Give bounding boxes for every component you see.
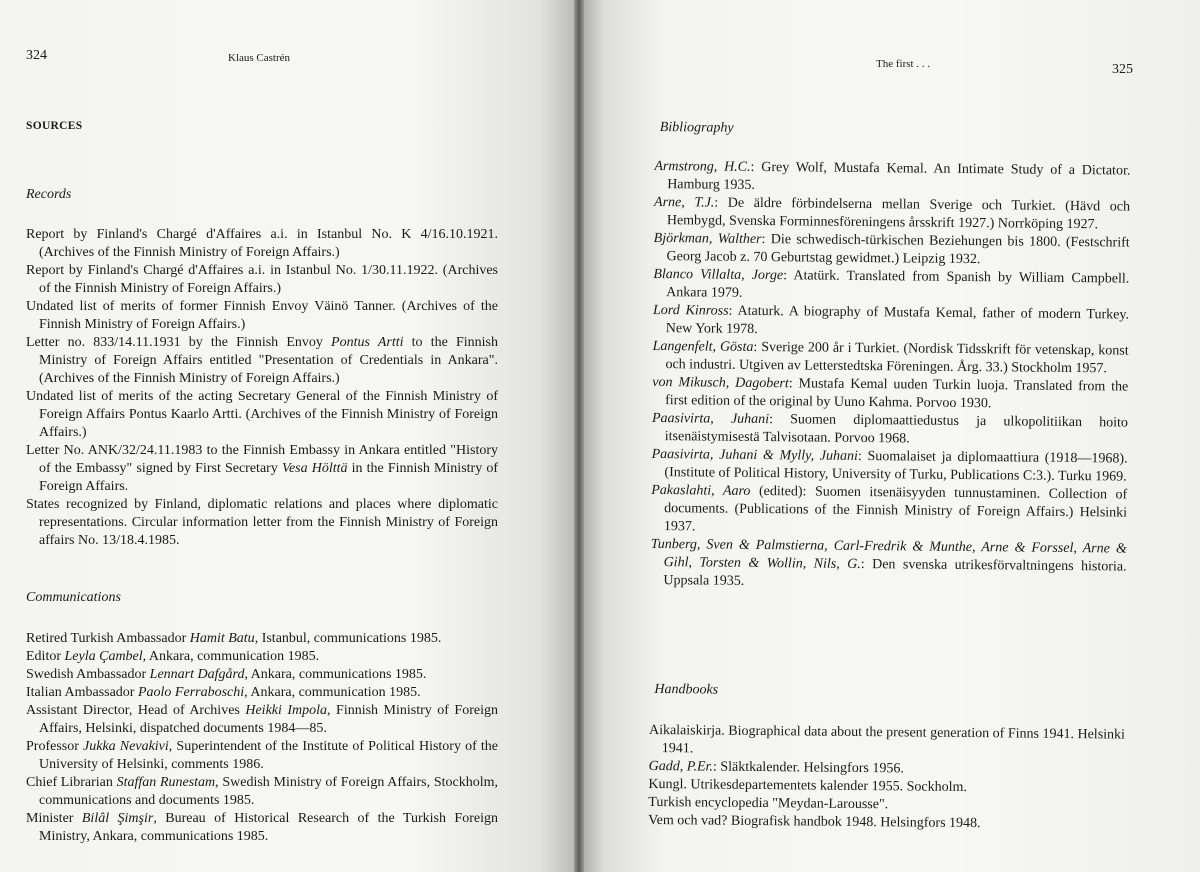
author-name: Arne, T.J. — [653, 194, 715, 211]
list-item: Report by Finland's Chargé d'Affaires a.i. in Istanbul No. K 4/16.10.1921. (Archives of the Finnish Ministry of Foreign Affairs.) — [26, 227, 498, 260]
author-name: Paasivirta, Juhani — [651, 410, 770, 428]
list-item: Armstrong, H.C.: Grey Wolf, Mustafa Kemal. An Intimate Study of a Dictator. Hamburg 1935. — [654, 158, 1131, 193]
author-name: Gadd, P.Er. — [648, 758, 714, 775]
records-heading: Records — [26, 187, 72, 202]
list-item: Tunberg, Sven & Palmstierna, Carl-Fredrik & Munthe, Arne & Forssel, Arne & Gihl, Torsten & Wollin, Nils, G.: Den svenska utrikesförvaltningens historia. Uppsala 1935. — [650, 536, 1127, 589]
person-name: Paolo Ferraboschi — [137, 685, 245, 700]
records-list — [26, 226, 498, 550]
list-item: Aikalaiskirja. Biographical data about the present generation of Finns 1941. Helsinki 1941. — [648, 722, 1126, 757]
running-head: Klaus Castrén — [228, 52, 291, 64]
page-number: 325 — [1112, 62, 1133, 77]
page-number: 324 — [26, 48, 47, 63]
author-name: Björkman, Walther — [653, 230, 762, 248]
list-item: Blanco Villalta, Jorge: Atatürk. Translated from Spanish by William Campbell. Ankara 1979. — [653, 266, 1130, 301]
list-item: Paasivirta, Juhani: Suomen diplomaattiedustus ja ulkopolitiikan hoito itsenäistymisestä Talvisotaan. Porvoo 1968. — [651, 410, 1129, 447]
list-item: Chief Librarian Staffan Runestam, Swedish Ministry of Foreign Affairs, Stockholm, communications and documents 1985. — [26, 775, 498, 808]
list-item: Swedish Ambassador Lennart Dafgård, Ankara, communications 1985. — [26, 667, 427, 682]
bibliography-list — [650, 158, 1130, 595]
list-item: Professor Jukka Nevakivi, Superintendent of the Institute of Political History of the University of Helsinki, comments 1986. — [26, 739, 498, 772]
list-item: Italian Ambassador Paolo Ferraboschi, Ankara, communication 1985. — [26, 685, 421, 700]
author-name: Blanco Villalta, Jorge — [653, 266, 784, 284]
person-name: Hamit Batu — [189, 631, 255, 646]
person-name: Staffan Runestam — [116, 775, 216, 790]
handbooks-heading: Handbooks — [654, 682, 719, 698]
list-item: Minister Bilâl Şimşir, Bureau of Historical Research of the Turkish Foreign Ministry, Ankara, communications 1985. — [26, 811, 498, 844]
person-name: Jukka Nevakivi — [83, 739, 169, 754]
list-item: Paasivirta, Juhani & Mylly, Juhani: Suomalaiset ja diplomaattiura (1918—1968). (Institute of Political History, University of Turku, Publications C:3.). Turku 1969. — [651, 446, 1128, 485]
communications-heading: Communications — [26, 590, 121, 605]
author-name: Lord Kinross — [652, 302, 729, 319]
list-item: Lord Kinross: Ataturk. A biography of Mustafa Kemal, father of modern Turkey. New York 1978. — [652, 302, 1130, 337]
list-item: Assistant Director, Head of Archives Heikki Impola, Finnish Ministry of Foreign Affairs, Helsinki, dispatched documents 1984—85. — [26, 703, 498, 736]
author-name: Langenfelt, Gösta — [652, 338, 754, 355]
list-item: Pakaslahti, Aaro (edited): Suomen itsenäisyyden tunnustaminen. Collection of documents. (Publications of the Finnish Ministry of Foreign Affairs.) Helsinki 1937. — [651, 482, 1128, 535]
list-item: von Mikusch, Dagobert: Mustafa Kemal uuden Turkin luoja. Translated from the first edition of the original by Uuno Kahma. Porvoo 1930. — [652, 374, 1129, 412]
list-item: Gadd, P.Er.: Släktkalender. Helsingfors 1956. — [648, 758, 904, 777]
author-name: Pakaslahti, Aaro — [651, 482, 751, 499]
person-name: Pontus Artti — [331, 335, 404, 350]
list-item: Björkman, Walther: Die schwedisch-türkischen Beziehungen bis 1800. (Festschrift Georg Jacob z. 70 Geburtstag gewidmet.) Leipzig 1932. — [653, 230, 1130, 268]
list-item: Vem och vad? Biografisk handbok 1948. Helsingfors 1948. — [648, 812, 981, 832]
author-name: Armstrong, H.C. — [654, 158, 751, 175]
list-item: Editor Leyla Çambel, Ankara, communication 1985. — [26, 649, 320, 664]
right-page — [580, 0, 1200, 872]
person-name: Vesa Hölttä — [281, 461, 348, 476]
list-item: Letter no. 833/14.11.1931 by the Finnish Envoy Pontus Artti to the Finnish Ministry of Foreign Affairs entitled "Presentation of Credentials in Ankara". (Archives of the Finnish Ministry of Foreign Affairs.) — [26, 335, 498, 386]
running-head: The first . . . — [876, 58, 931, 70]
list-item: Turkish encyclopedia "Meydan-Larousse". — [648, 794, 889, 813]
list-item: Kungl. Utrikesdepartementets kalender 1955. Sockholm. — [648, 776, 967, 796]
list-item: States recognized by Finland, diplomatic relations and places where diplomatic representations. Circular information letter from the Finnish Ministry of Foreign affairs No. 13/18.4.1985. — [26, 497, 498, 548]
list-item: Letter No. ANK/32/24.11.1983 to the Finnish Embassy in Ankara entitled "History of the Embassy" signed by First Secretary Vesa Hölttä in the Finnish Ministry of Foreign Affairs. — [26, 443, 498, 494]
list-item: Retired Turkish Ambassador Hamit Batu, Istanbul, communications 1985. — [26, 631, 442, 646]
communications-list — [26, 630, 498, 846]
author-name: Tunberg, Sven & Palmstierna, Carl-Fredrik & Munthe, Arne & Forssel, Arne & Gihl, Torsten & Wollin, Nils, G. — [650, 536, 1127, 572]
list-item: Langenfelt, Gösta: Sverige 200 år i Turkiet. (Nordisk Tidsskrift för vetenskap, konst och industri. Utgiven av Letterstedtska Föreningen. Årg. 33.) Stockholm 1957. — [652, 338, 1129, 377]
person-name: Bilâl Şimşir — [81, 811, 154, 826]
list-item: Report by Finland's Chargé d'Affaires a.i. in Istanbul No. 1/30.11.1922. (Archives of the Finnish Ministry of Foreign Affairs.) — [26, 263, 498, 296]
author-name: Paasivirta, Juhani & Mylly, Juhani — [651, 446, 859, 464]
author-name: von Mikusch, Dagobert — [652, 374, 789, 392]
list-item: Undated list of merits of the acting Secretary General of the Finnish Ministry of Foreign Affairs Pontus Kaarlo Artti. (Archives of the Finnish Ministry of Foreign Affairs.) — [26, 389, 498, 440]
person-name: Lennart Dafgård — [149, 667, 245, 682]
list-item: Arne, T.J.: De äldre förbindelserna mellan Sverige och Turkiet. (Hävd och Hembygd, Svenska Forminnesföreningens årsskrift 1927.) Norrköping 1927. — [653, 194, 1131, 233]
handbooks-list — [648, 722, 1125, 835]
list-item: Undated list of merits of former Finnish Envoy Väinö Tanner. (Archives of the Finnish Ministry of Foreign Affairs.) — [26, 299, 498, 332]
person-name: Heikki Impola — [245, 703, 328, 718]
section-title: SOURCES — [26, 120, 83, 132]
bibliography-heading: Bibliography — [659, 120, 734, 136]
left-page — [0, 0, 580, 872]
person-name: Leyla Çambel — [64, 649, 143, 664]
book-gutter — [574, 0, 584, 872]
